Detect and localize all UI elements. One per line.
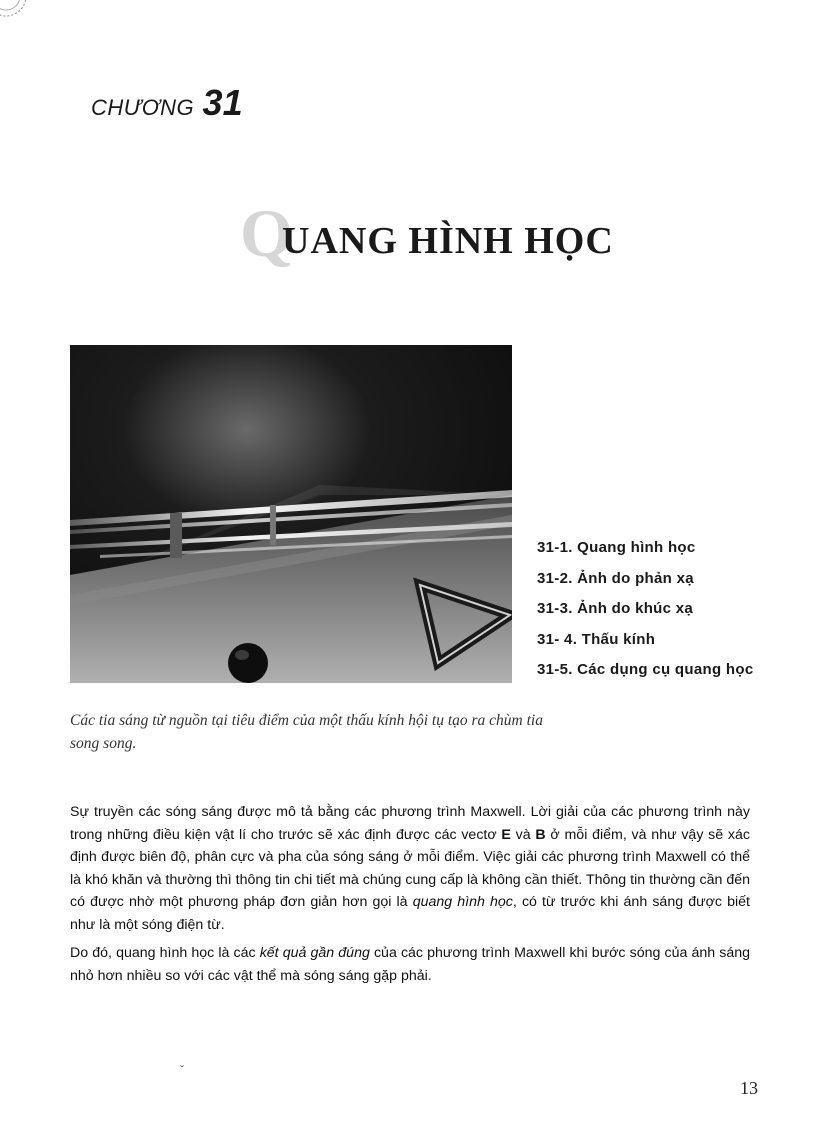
photo-caption: Các tia sáng từ nguồn tại tiêu điểm của một thấu kính hội tụ tạo ra chùm tia song song. <box>70 712 543 752</box>
title-drop-cap: Q <box>240 195 293 271</box>
title-text: UANG HÌNH HỌC <box>282 220 614 262</box>
section-list <box>537 533 753 686</box>
section-item: 31-3. Ảnh do khúc xạ <box>537 600 694 617</box>
chapter-number: 31 <box>202 82 243 123</box>
emphasis-term: kết quả gần đúng <box>259 945 370 961</box>
optics-photo <box>70 345 512 683</box>
vector-b: B <box>535 826 546 843</box>
stray-mark: ˇ <box>180 1063 184 1077</box>
corner-stamp <box>0 0 40 22</box>
paragraph-1: Sự truyền các sóng sáng được mô tả bằng các phương trình Maxwell. Lời giải của các phương trình này trong những điều kiện vật lí cho trước sẽ xác định được các vectơ E và B ở mỗi điểm, và như vậy sẽ xác định được biên độ, phân cực và pha của sóng sáng ở mỗi điểm. Việc giải các phương trình Maxwell có thể là khó khăn và thường thì thông tin chi tiết mà chúng cung cấp là không cần thiết. Thông tin thường cần đến có được nhờ một phương pháp đơn giản hơn gọi là quang hình học, có từ trước khi ánh sáng được biết như là một sóng điện từ. <box>70 804 750 933</box>
chapter-heading <box>91 82 243 124</box>
page-number: 13 <box>740 1078 758 1098</box>
emphasis-term: quang hình học <box>412 894 513 910</box>
body-text <box>70 801 750 993</box>
chapter-word: CHƯƠNG <box>91 95 195 120</box>
section-item: 31-1. Quang hình học <box>537 539 696 556</box>
section-item: 31-2. Ảnh do phản xạ <box>537 569 694 587</box>
paragraph-2: Do đó, quang hình học là các kết quả gần đúng của các phương trình Maxwell khi bước sóng của ánh sáng nhỏ hơn nhiều so với các vật thể mà sóng sáng gặp phải. <box>70 945 751 984</box>
section-item: 31- 4. Thấu kính <box>537 630 656 648</box>
section-item: 31-5. Các dụng cụ quang học <box>537 661 754 678</box>
vector-e: E <box>501 826 511 843</box>
